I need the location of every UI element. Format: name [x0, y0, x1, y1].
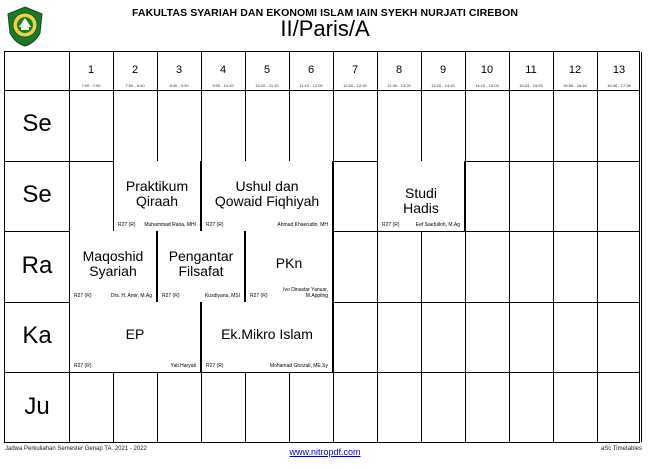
lesson-subject: Pengantar Filsafat [168, 248, 234, 280]
period-time: 12:00 - 12:30 [343, 83, 367, 88]
period-time: 14:10 - 15:03 [475, 83, 499, 88]
lesson-card[interactable] [245, 231, 333, 302]
period-number: 10 [480, 64, 494, 76]
lesson-room: R27 (R) [74, 363, 92, 370]
period-number: 7 [351, 64, 359, 76]
footer-semester-note: Jadwa Perkuliahan Semester Genap TA. 2021 - 2022 [5, 446, 147, 452]
period-time: 8:40 - 9:30 [169, 83, 189, 88]
lesson-subject: EP [125, 326, 145, 343]
period-time: 12:30 - 13:20 [387, 83, 411, 88]
lesson-card[interactable] [201, 302, 333, 373]
day-label: Ju [24, 392, 50, 420]
lesson-teacher: Drs. H. Amir, M.Ag [110, 292, 152, 299]
period-number: 13 [612, 64, 626, 76]
lesson-card[interactable] [69, 231, 157, 302]
lesson-subject: Studi Hadis [403, 184, 439, 216]
period-time: 13:20 - 14:10 [431, 83, 455, 88]
period-number: 2 [131, 64, 139, 76]
lesson-teacher: Eef Saefulloh, M.Ag [415, 222, 460, 229]
lesson-teacher: Ahmad Khaerudin, MH [277, 222, 328, 229]
lesson-room: R27 (R) [250, 292, 268, 299]
grid-vline [465, 52, 466, 442]
period-time: 15:03 - 15:53 [519, 83, 543, 88]
class-title: II/Paris/A [280, 16, 370, 41]
period-time: 10:20 - 11:10 [255, 83, 279, 88]
grid-hline [5, 90, 639, 91]
institution-title: FAKULTAS SYARIAH DAN EKONOMI ISLAM IAIN SYEKH NURJATI CIREBON [131, 7, 519, 19]
lesson-teacher: Yati Haryati [170, 363, 196, 370]
lesson-subject: Maqoshid Syariah [82, 248, 144, 280]
lesson-card[interactable] [157, 231, 245, 302]
period-number: 3 [175, 64, 183, 76]
lesson-teacher: Mohamad Ghozali, ME.Sy [269, 363, 328, 370]
lesson-subject: Ek.Mikro Islam [221, 326, 313, 343]
lesson-card[interactable] [377, 161, 465, 232]
period-number: 9 [439, 64, 447, 76]
lesson-subject: Praktikum Qiraah [125, 177, 189, 209]
period-number: 8 [395, 64, 403, 76]
timetable-grid [4, 51, 640, 443]
lesson-card[interactable] [69, 302, 201, 373]
footer-software-credit: aSc Timetables [600, 446, 642, 452]
day-label: Se [22, 110, 52, 138]
period-time: 7:00 - 7:50 [81, 83, 101, 88]
lesson-room: R27 (R) [206, 363, 224, 370]
lesson-room: R27 (R) [162, 292, 180, 299]
day-label: Ka [22, 322, 52, 350]
lesson-teacher: Ivo Dinastar Yanuar, M.Appling [283, 286, 328, 299]
grid-vline [333, 52, 334, 442]
period-number: 1 [87, 64, 95, 76]
lesson-subject: PKn [275, 255, 303, 272]
lesson-subject: Ushul dan Qowaid Fiqhiyah [214, 177, 320, 209]
period-number: 11 [525, 64, 537, 76]
period-time: 9:30 - 10:20 [212, 83, 234, 88]
grid-vline [509, 52, 510, 442]
period-time: 15:56 - 16:46 [563, 83, 587, 88]
lesson-room: R27 (R) [118, 222, 136, 229]
lesson-room: R27 (R) [382, 222, 400, 229]
grid-vline [641, 52, 642, 442]
lesson-teacher: Kusdiyana, MSI [204, 292, 240, 299]
lesson-card[interactable] [113, 161, 201, 232]
period-time: 7:50 - 8:40 [125, 83, 145, 88]
lesson-teacher: Muhammad Rana, MHI [144, 222, 196, 229]
day-label: Ra [21, 251, 53, 279]
grid-vline [377, 52, 378, 442]
lesson-room: R27 (R) [206, 222, 224, 229]
day-label: Se [22, 180, 52, 208]
lesson-card[interactable] [201, 161, 333, 232]
grid-vline [597, 52, 598, 442]
grid-vline [421, 52, 422, 442]
grid-vline [553, 52, 554, 442]
period-time: 11:10 - 12:00 [299, 83, 323, 88]
period-time: 16:46 - 17:36 [607, 83, 631, 88]
period-number: 6 [307, 64, 315, 76]
period-number: 5 [263, 64, 271, 76]
grid-hline [5, 372, 639, 373]
period-number: 4 [219, 64, 227, 76]
footer-link[interactable]: www.nitropdf.com [289, 447, 361, 457]
period-number: 12 [568, 64, 582, 76]
lesson-room: R27 (R) [74, 292, 92, 299]
